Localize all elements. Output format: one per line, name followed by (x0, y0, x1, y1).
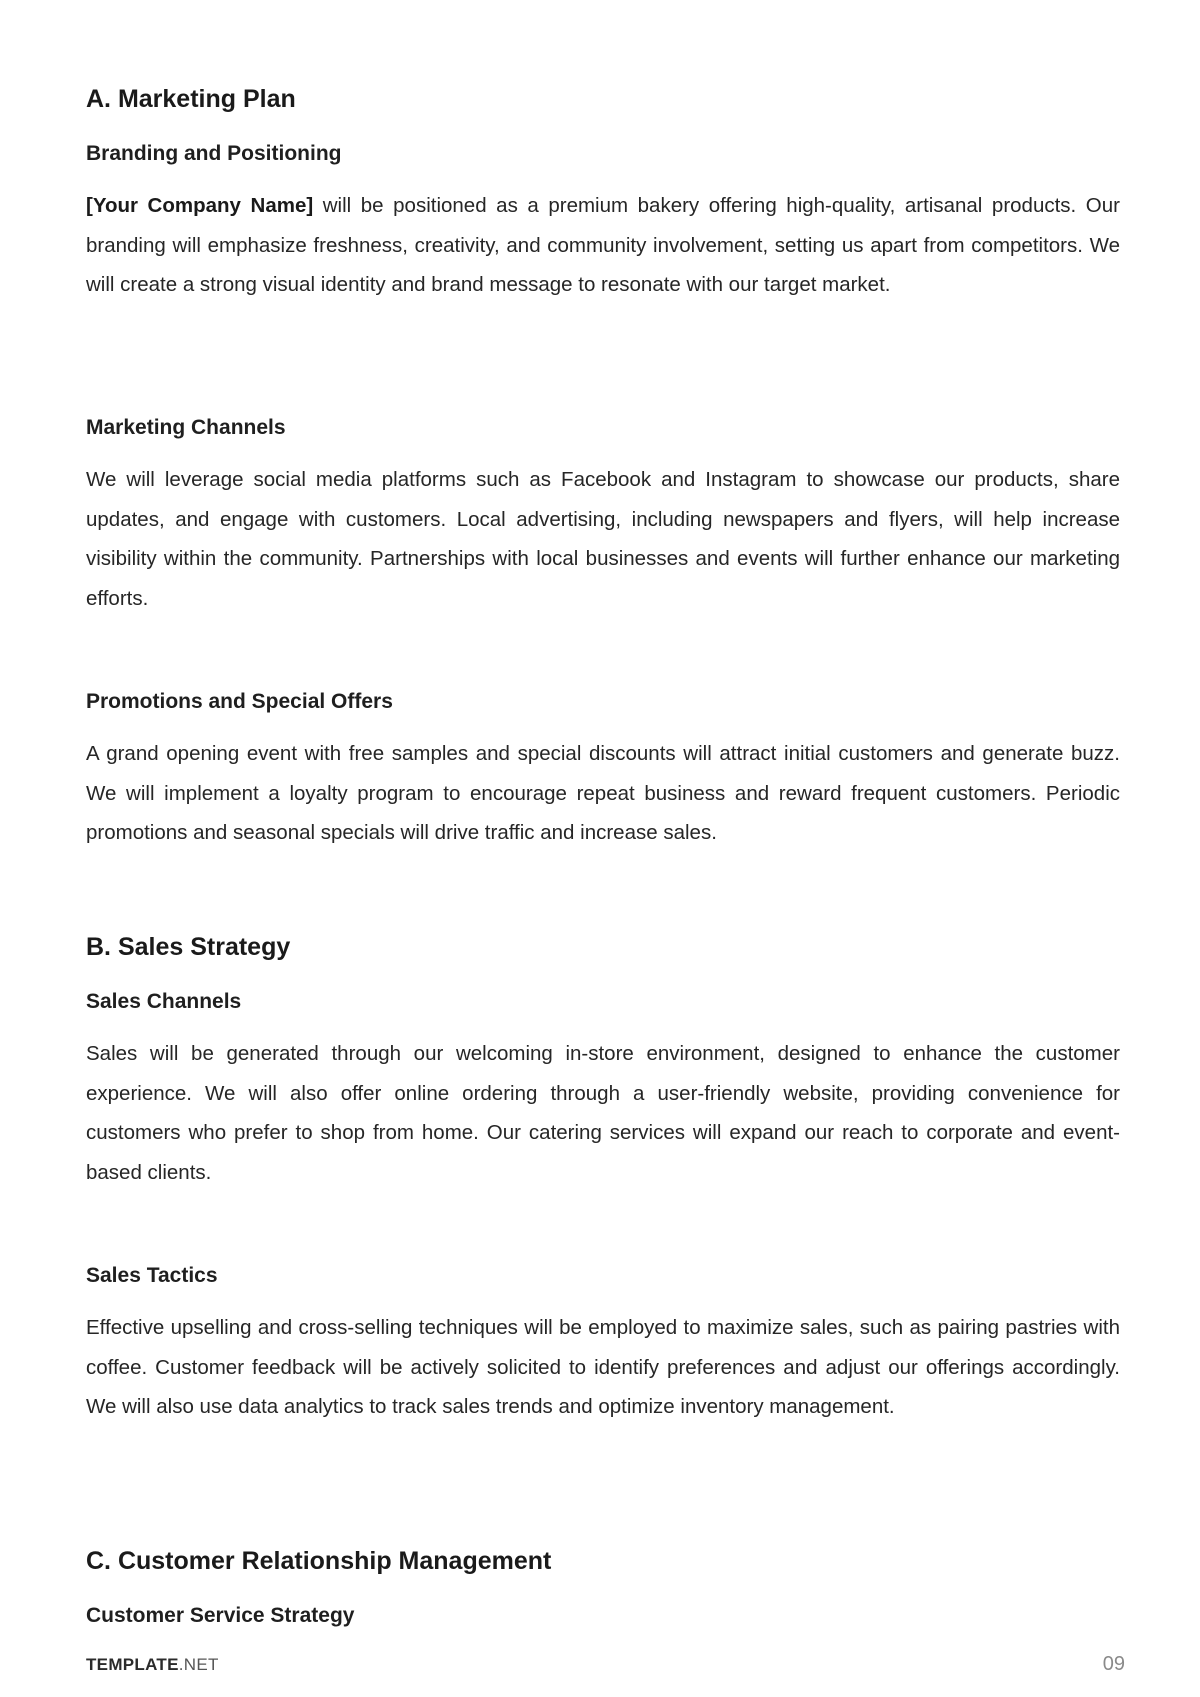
subheading-sales-channels: Sales Channels (86, 990, 242, 1013)
paragraph-marketing-channels: We will leverage social media platforms such as Facebook and Instagram to showcase our products, share updates, and engage with customers. Local advertising, including newspapers and flyers, will help increase visibility within the community. Partnerships with local businesses and events will further enhance our marketing efforts. (86, 468, 1120, 610)
section-title-marketing-plan: A. Marketing Plan (86, 85, 296, 113)
branding-body-text: will be positioned as a premium bakery offering high-quality, artisanal products. Our branding will emphasize freshness, creativity, and community involvement, setting us apart from competitors. We will create a strong visual identity and brand message to resonate with our target market. (86, 194, 1120, 296)
company-name-placeholder: [Your Company Name] (86, 194, 314, 217)
subheading-sales-tactics: Sales Tactics (86, 1264, 218, 1287)
page-number: 09 (1102, 1653, 1125, 1675)
section-title-sales-strategy: B. Sales Strategy (86, 933, 291, 961)
paragraph-promotions-offers: A grand opening event with free samples and special discounts will attract initial customers and generate buzz. We will implement a loyalty program to encourage repeat business and reward frequent customers. Periodic promotions and seasonal specials will drive traffic and increase sales. (86, 742, 1120, 844)
section-title-customer-relationship: C. Customer Relationship Management (86, 1547, 552, 1575)
paragraph-branding-positioning (86, 186, 1120, 305)
subheading-branding-positioning: Branding and Positioning (86, 142, 342, 165)
subheading-promotions-offers: Promotions and Special Offers (86, 690, 393, 713)
paragraph-sales-channels: Sales will be generated through our welcoming in-store environment, designed to enhance the customer experience. We will also offer online ordering through a user-friendly website, providing convenience for customers who prefer to shop from home. Our catering services will expand our reach to corporate and event-based clients. (86, 1042, 1120, 1184)
footer-brand-light: .NET (178, 1655, 219, 1674)
footer-brand-strong: TEMPLATE (86, 1655, 179, 1674)
subheading-customer-service-strategy: Customer Service Strategy (86, 1604, 355, 1627)
subheading-marketing-channels: Marketing Channels (86, 416, 286, 439)
footer-brand-logo (86, 1655, 219, 1675)
paragraph-sales-tactics: Effective upselling and cross-selling techniques will be employed to maximize sales, such as pairing pastries with coffee. Customer feedback will be actively solicited to identify preferences and adjust our offerings accordingly. We will also use data analytics to track sales trends and optimize inventory management. (86, 1316, 1120, 1418)
